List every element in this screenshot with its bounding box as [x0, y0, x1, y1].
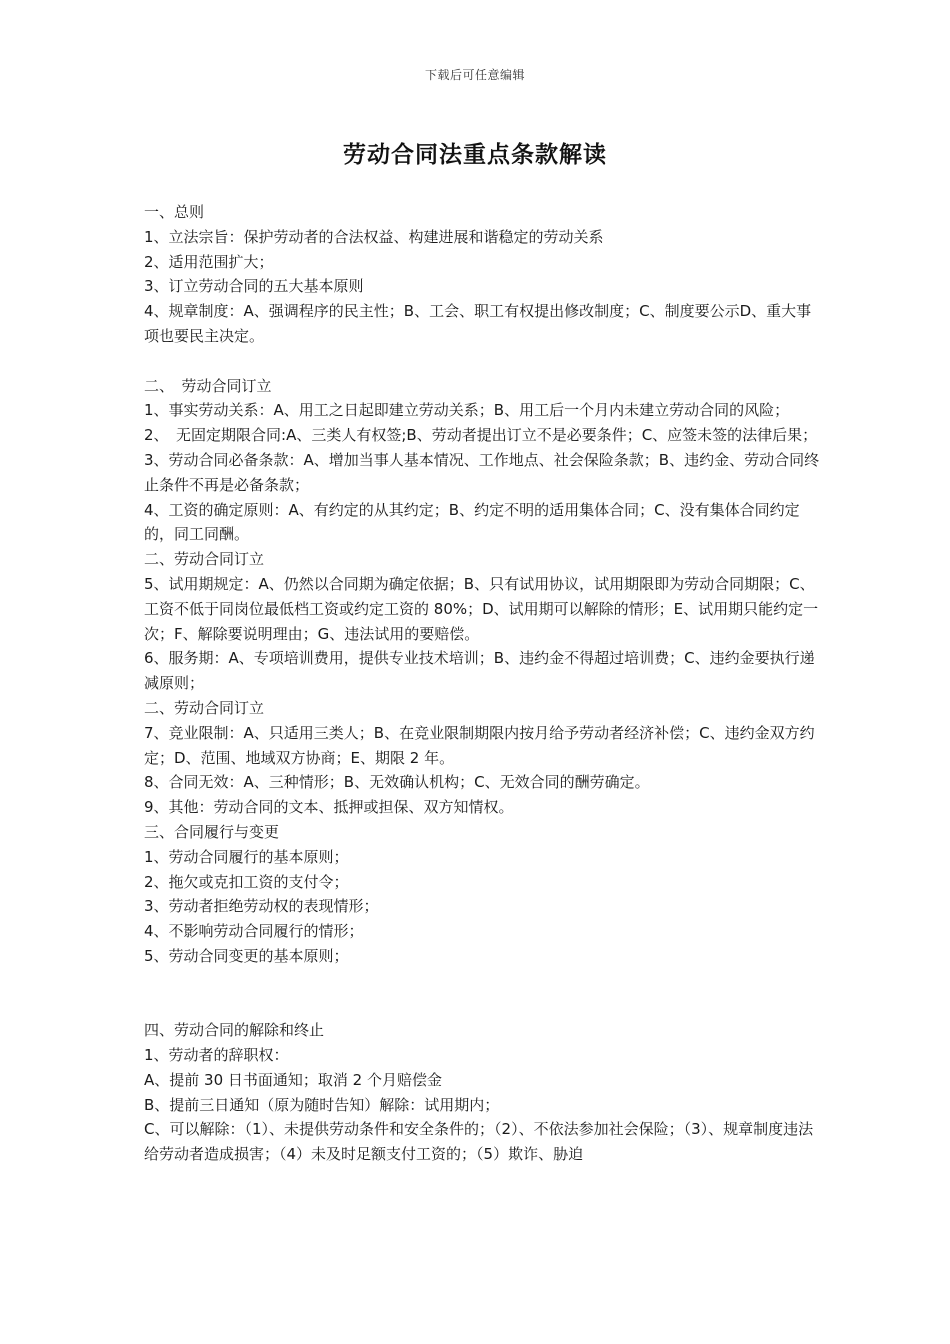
paragraph: 2、 无固定期限合同:A、三类人有权签;B、劳动者提出订立不是必要条件；C、应签未签的法律后果； — [144, 426, 818, 445]
paragraph: 7、竞业限制：A、只适用三类人；B、在竞业限制期限内按月给予劳动者经济补偿；C、违约金双方约定；D、范围、地域双方协商；E、期限 2 年。 — [144, 723, 815, 767]
paragraph: 5、试用期规定：A、仍然以合同期为确定依据；B、只有试用协议，试用期限即为劳动合同期限；C、工资不低于同岗位最低档工资或约定工资的 80%；D、试用期可以解除的情形；E、试用期只能约定一次；F、解除要说明理由；G、违法试用的要赔偿。 — [144, 574, 819, 643]
paragraph: 5、劳动合同变更的基本原则； — [144, 946, 349, 965]
section-heading: 四、劳动合同的解除和终止 — [144, 1021, 325, 1040]
paragraph: A、提前 30 日书面通知；取消 2 个月赔偿金 — [144, 1070, 442, 1089]
paragraph: 1、劳动合同履行的基本原则； — [144, 847, 349, 866]
page-header-note: 下载后可任意编辑 — [424, 68, 525, 82]
paragraph: 9、其他：劳动合同的文本、抵押或担保、双方知情权。 — [144, 798, 514, 817]
section-heading: 二、 劳动合同订立 — [144, 376, 272, 395]
paragraph: 1、劳动者的辞职权： — [144, 1046, 289, 1065]
paragraph: 2、拖欠或克扣工资的支付令； — [144, 872, 349, 891]
paragraph: 4、不影响劳动合同履行的情形； — [144, 922, 364, 941]
paragraph: 2、适用范围扩大； — [144, 252, 274, 271]
paragraph: 4、规章制度：A、强调程序的民主性；B、工会、职工有权提出修改制度；C、制度要公示D、重大事项也要民主决定。 — [144, 302, 812, 345]
section-heading: 二、劳动合同订立 — [144, 550, 265, 569]
document-body — [144, 200, 824, 1167]
paragraph: 8、合同无效：A、三种情形；B、无效确认机构；C、无效合同的酬劳确定。 — [144, 773, 650, 792]
paragraph: 1、事实劳动关系：A、用工之日起即建立劳动关系；B、用工后一个月内未建立劳动合同的风险； — [144, 401, 790, 420]
section-heading: 三、合同履行与变更 — [144, 822, 280, 841]
section-heading: 一、总则 — [144, 203, 205, 221]
section-heading: 二、劳动合同订立 — [144, 698, 265, 717]
blank-lines — [144, 969, 824, 1019]
paragraph: 4、工资的确定原则：A、有约定的从其约定；B、约定不明的适用集体合同；C、没有集体合同约定的，同工同酬。 — [144, 500, 800, 544]
document-title: 劳动合同法重点条款解读 — [343, 142, 607, 168]
paragraph: B、提前三日通知（原为随时告知）解除：试用期内； — [144, 1095, 500, 1114]
paragraph: 3、劳动者拒绝劳动权的表现情形； — [144, 897, 379, 916]
paragraph: C、可以解除：（1）、未提供劳动条件和安全条件的；（2）、不依法参加社会保险；（3）、规章制度违法给劳动者造成损害；（4）未及时足额支付工资的；（5）欺诈、胁迫 — [144, 1120, 814, 1164]
blank-line — [144, 349, 824, 374]
paragraph: 6、服务期：A、专项培训费用，提供专业技术培训；B、违约金不得超过培训费；C、违约金要执行递减原则； — [144, 649, 815, 693]
paragraph: 3、劳动合同必备条款：A、增加当事人基本情况、工作地点、社会保险条款；B、违约金、劳动合同终止条件不再是必备条款； — [144, 450, 820, 494]
paragraph: 1、立法宗旨：保护劳动者的合法权益、构建进展和谐稳定的劳动关系 — [144, 227, 604, 246]
paragraph: 3、订立劳动合同的五大基本原则 — [144, 277, 364, 296]
